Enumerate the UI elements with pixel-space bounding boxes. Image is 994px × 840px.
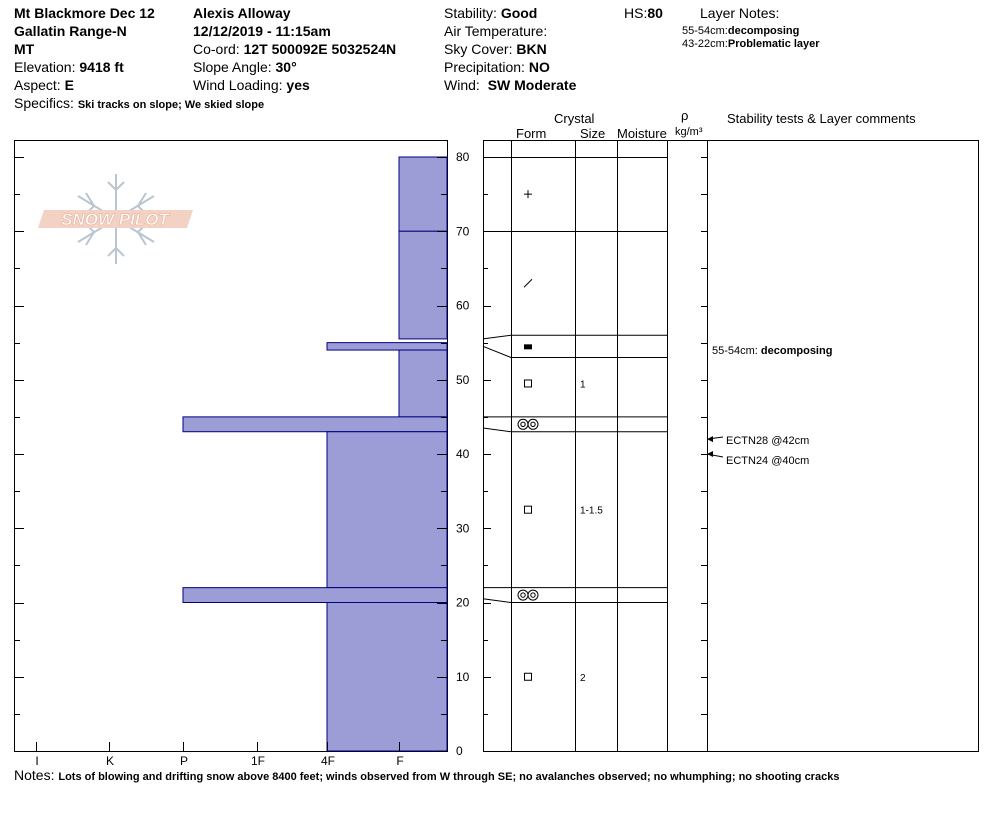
square-icon (525, 380, 532, 387)
rho-header: ρ (681, 108, 689, 123)
notes-value: Lots of blowing and drifting snow above 8400 feet; winds observed from W through SE; no avalanches observed; no whumphing; no shooting cracks (58, 771, 840, 783)
stability-value: Good (500, 5, 538, 21)
layer-note-text: Problematic layer (727, 38, 820, 50)
square-icon (525, 506, 532, 513)
height-tick-label: 40 (456, 447, 470, 461)
slope-value: 30° (275, 59, 297, 75)
notes-label: Notes: (14, 767, 55, 783)
elevation-label: Elevation: (14, 59, 76, 75)
hardness-bar (399, 231, 447, 339)
hs-label: HS: (624, 5, 648, 21)
crystal-forms (518, 190, 603, 684)
layer-note-range: 43-22cm: (682, 38, 728, 50)
hardness-bars (183, 157, 447, 751)
crystal-header: Crystal (554, 111, 595, 126)
precip-value: NO (528, 59, 550, 75)
double-circle-icon (531, 593, 535, 597)
layer-comments (712, 345, 832, 357)
layer-notes-label: Layer Notes: (700, 5, 780, 21)
height-tick-label: 20 (456, 595, 470, 610)
hardness-tick-label: 1F (250, 754, 266, 768)
hardness-bar (399, 157, 447, 231)
layer-note-range: 55-54cm: (682, 25, 728, 37)
hardness-tick-label: 4F (320, 754, 336, 768)
air-temp-label: Air Temperature: (444, 23, 548, 39)
hardness-tick-label: P (179, 754, 189, 768)
layer-comment-text: decomposing (760, 345, 833, 358)
sky-value: BKN (516, 41, 547, 57)
right-tick-marks (483, 158, 707, 752)
stability-label: Stability: (444, 5, 497, 21)
hardness-tick-label: F (396, 754, 404, 768)
height-tick-label: 60 (456, 298, 470, 313)
crystal-size-label: 2 (580, 672, 586, 684)
double-circle-icon (528, 590, 538, 600)
height-tick-label: 30 (456, 521, 470, 536)
wind-loading-label: Wind Loading: (193, 77, 283, 93)
form-header: Form (516, 126, 547, 141)
datetime-text: 12/12/2019 - 11:15am (193, 23, 331, 39)
location-title: Mt Blackmore Dec 12 (14, 5, 155, 21)
elevation-value: 9418 ft (79, 59, 124, 75)
height-tick-label: 70 (456, 224, 470, 239)
double-circle-icon (528, 419, 538, 429)
coord-value: 12T 500092E 5032524N (243, 41, 397, 57)
hardness-bar (327, 603, 447, 752)
snowpilot-logo (38, 174, 193, 264)
layer-comment (712, 345, 832, 357)
hardness-bar (327, 343, 447, 350)
wind-loading-value: yes (286, 77, 310, 93)
hardness-bar (399, 350, 447, 417)
hardness-bar (183, 588, 447, 603)
double-circle-icon (518, 590, 528, 600)
observer-name: Alexis Alloway (193, 5, 291, 21)
crystal-size-label: 1-1.5 (580, 505, 603, 517)
crystal-size-label: 1 (580, 379, 586, 391)
specifics-label: Specifics: (14, 95, 74, 111)
sky-label: Sky Cover: (444, 41, 513, 57)
hs-value: 80 (647, 5, 663, 21)
range-text: Gallatin Range-N (14, 23, 127, 39)
height-tick-label: 0 (456, 744, 463, 758)
double-circle-icon (521, 422, 525, 426)
filled-rect-icon (524, 344, 532, 349)
layer-comment-range: 55-54cm: (712, 345, 761, 358)
height-tick-label: 10 (456, 669, 470, 684)
wind-label: Wind: (444, 77, 480, 93)
aspect-value: E (64, 77, 74, 93)
tests-header: Stability tests & Layer comments (727, 111, 916, 126)
density-unit-header: kg/m³ (675, 126, 703, 138)
square-icon (525, 673, 532, 680)
stability-tests (707, 435, 809, 467)
wind-value: SW Moderate (487, 77, 577, 93)
logo-text: SNOW PILOT (61, 210, 169, 229)
layer-note-text: decomposing (727, 25, 800, 37)
height-tick-label: 80 (456, 150, 470, 164)
height-tick-label: 50 (456, 372, 470, 387)
size-header: Size (580, 126, 606, 141)
stability-test-label: ECTN28 @42cm (726, 435, 810, 447)
hardness-bar (183, 417, 447, 432)
hardness-bar (327, 432, 447, 588)
slope-label: Slope Angle: (193, 59, 272, 75)
double-circle-icon (518, 419, 528, 429)
specifics-value: Ski tracks on slope; We skied slope (77, 99, 265, 111)
hardness-tick-label: I (35, 754, 39, 768)
slash-icon (524, 279, 532, 287)
moisture-header: Moisture (617, 126, 667, 141)
stability-test-label: ECTN24 @40cm (726, 455, 810, 467)
coord-label: Co-ord: (193, 41, 240, 57)
double-circle-icon (531, 422, 535, 426)
aspect-label: Aspect: (14, 77, 61, 93)
double-circle-icon (521, 593, 525, 597)
hardness-tick-label: K (105, 754, 115, 768)
precip-label: Precipitation: (444, 59, 525, 75)
state-text: MT (14, 41, 35, 57)
